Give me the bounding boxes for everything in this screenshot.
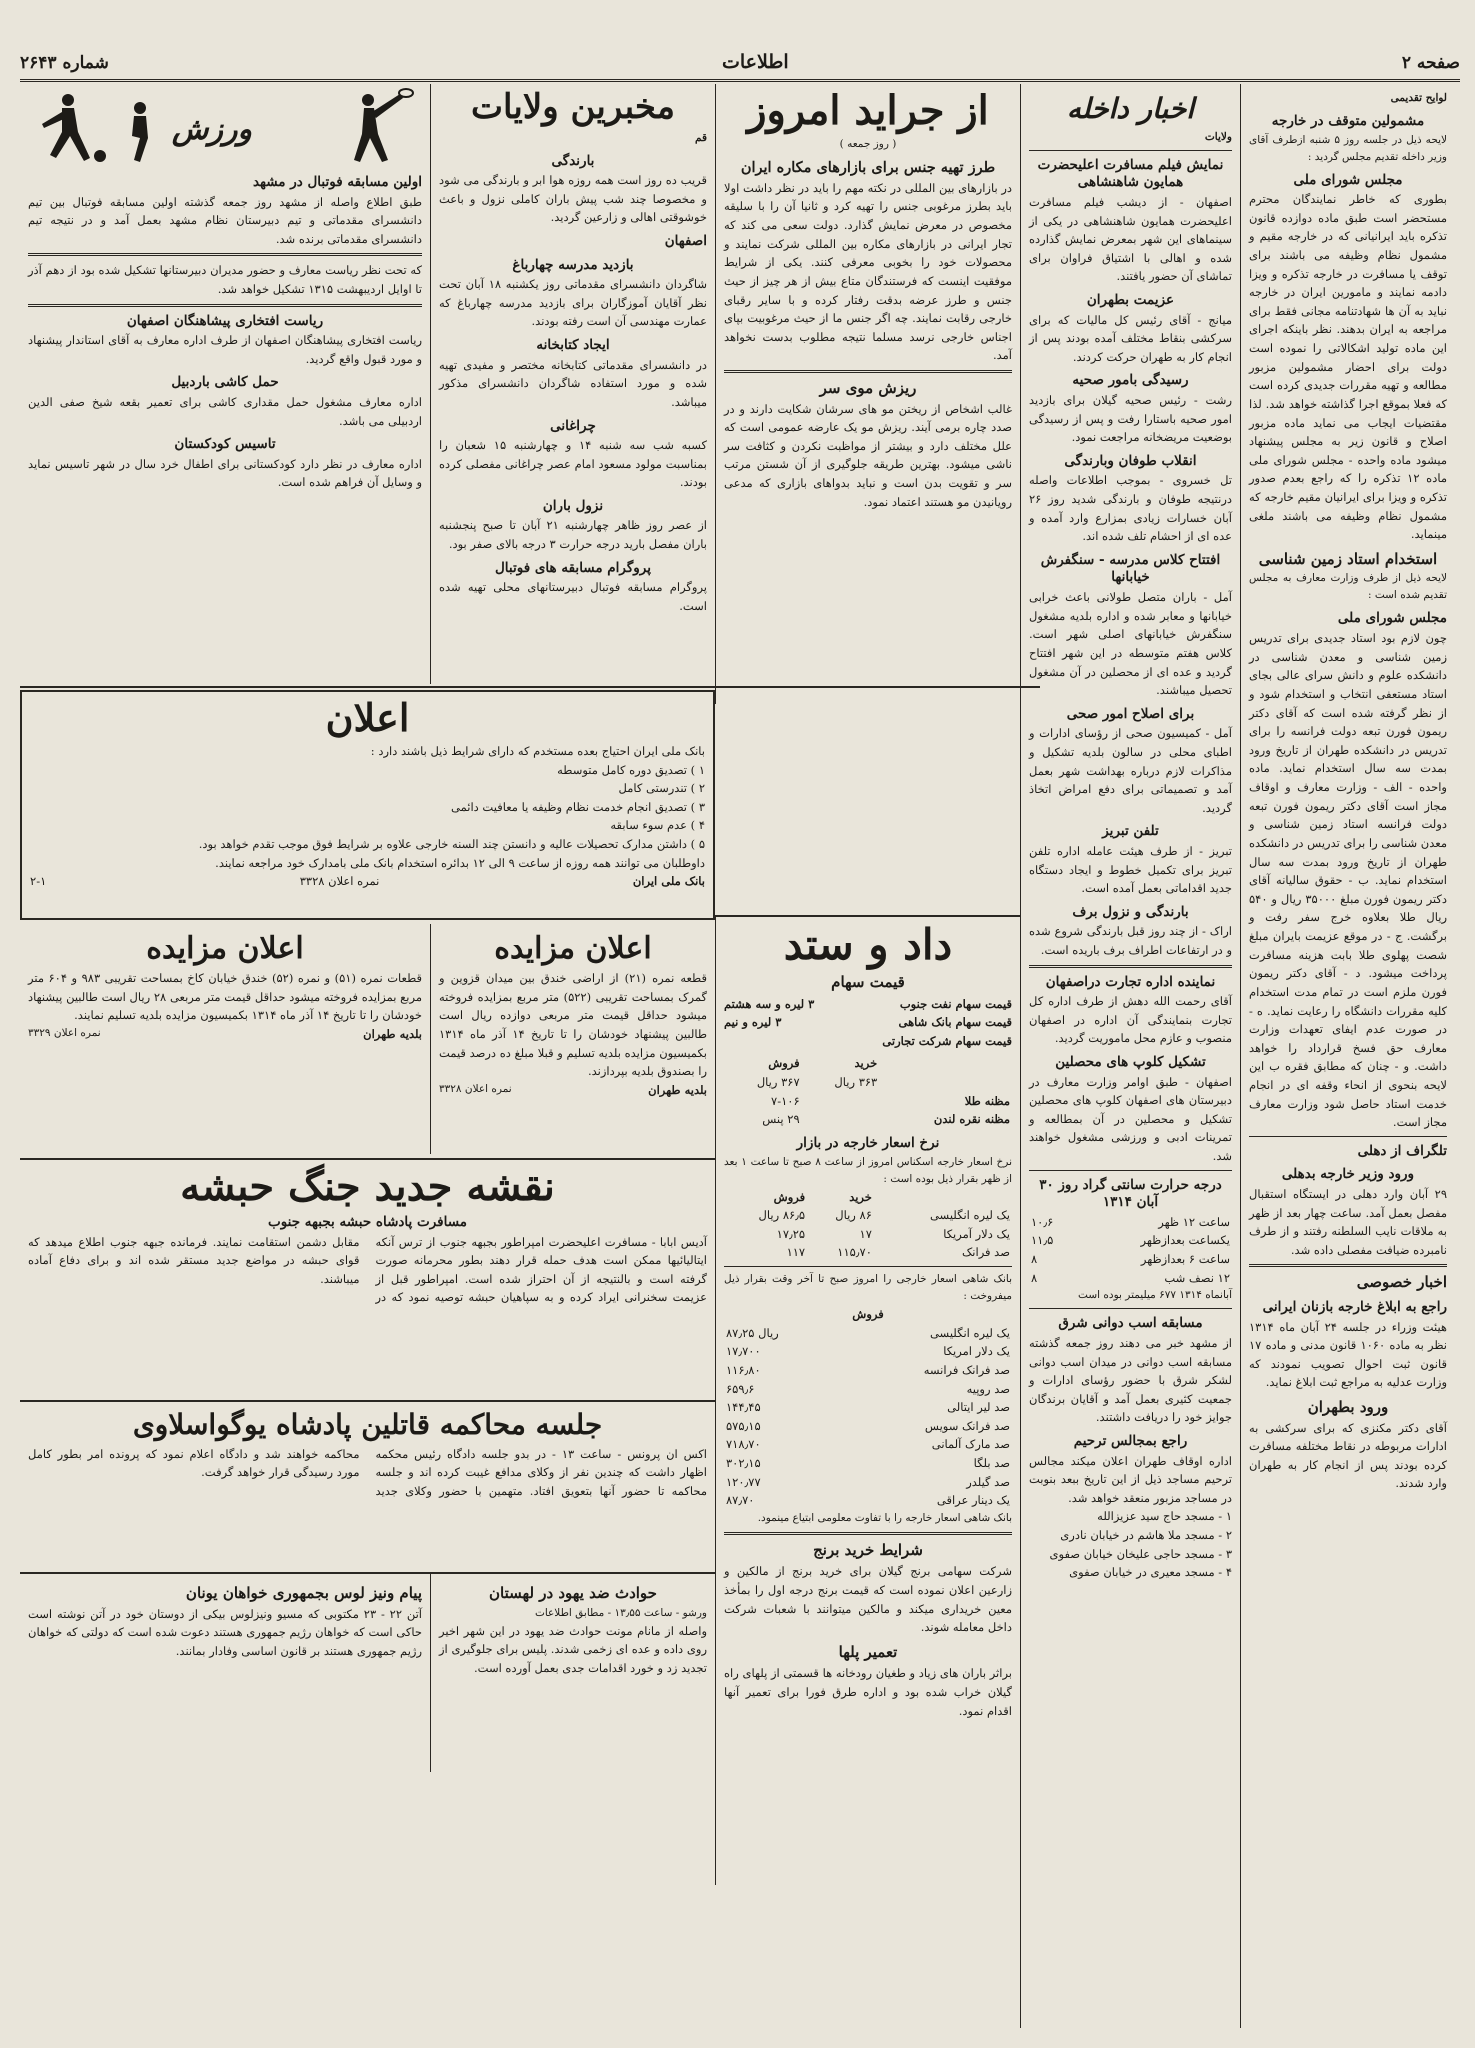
article-heading: حمل کاشی باردبیل (171, 374, 279, 391)
trial-article (20, 1400, 715, 1570)
article-intro: لایحه ذیل در جلسه روز ۵ شنبه ازطرف آقای وزیر داخله تقدیم مجلس گردید : (1249, 133, 1448, 163)
subheading: مجلس شورای ملی (1337, 610, 1447, 627)
ad-signature: بانک ملی ایران (632, 874, 705, 889)
bank-rates-table (724, 1324, 1012, 1510)
press-review (715, 84, 1020, 704)
article-heading: نماینده اداره تجارت دراصفهان (1045, 973, 1216, 990)
sports-illustration (28, 88, 422, 168)
article-heading: تلگراف از دهلی (1357, 1142, 1447, 1159)
province-reports (430, 84, 715, 684)
article-heading: مسابقه اسب دوانی شرق (1058, 1315, 1203, 1332)
article-body: تبریز - از طرف هیئت عامله اداره تلفن تبریز برای تکمیل خطوط و ایجاد دستگاه جدید اقداماتی بعمل آمده است. (1029, 843, 1232, 896)
bank-ad (20, 690, 715, 920)
ad-title: اعلان (325, 695, 410, 740)
article-heading: اولین مسابقه فوتبال در مشهد (252, 174, 422, 190)
page-header (20, 30, 1460, 82)
table-row: قیمت سهام شرکت تجارتی (882, 1033, 1012, 1048)
article-body: هیئت وزراء در جلسه ۲۴ آبان ماه ۱۳۱۴ نظر به ماده ۱۰۶۰ قانون مدنی و ماده ۱۷ قانون ثبت احوال تصویب نمودند که وزارت عدلیه به مراجع ثبت ابلاغ نماید. (1249, 1319, 1447, 1390)
gold-table (724, 1054, 1012, 1129)
subheadline: مسافرت پادشاه حبشه بجبهه جنوب (268, 1214, 467, 1230)
bank-advertisement (1004, 690, 1020, 698)
article-intro: لایحه ذیل از طرف وزارت معارف به مجلس تقدیم شده است : (1249, 572, 1447, 602)
article-body: اصفهان - طبق اوامر وزارت معارف در دبیرستان های اصفهان کلوپ های محصلین تشکیل و محصلین در آن بمطالعه و تمرینات ادبی و ورزشی مشغول خواهند شد. (1029, 1074, 1232, 1164)
article-body: اداره معارف مشغول حمل مقداری کاشی برای تعمیر بقعه شیخ صفی الدین اردبیلی می باشد. (28, 395, 422, 428)
weather-note: آبانماه ۱۳۱۴ ۶۷۷ میلیمتر بوده است (1078, 1289, 1232, 1302)
ad-title: اعلان مزایده (146, 931, 304, 966)
ad-footer (439, 1081, 707, 1100)
table-row: صد فرانک فرانسه ۱۱۶٫۸۰ (726, 1362, 1010, 1377)
list-item: ۲ ) تندرستی کامل (618, 781, 705, 796)
ad-signature: بلدیه طهران (363, 1026, 422, 1041)
ad-footer (30, 872, 705, 891)
table-row: مظنه نقره لندن ۲۹ پنس (762, 1112, 1010, 1127)
article-body: اراک - از چند روز قبل بارندگی شروع شده و در ارتفاعات اطراف برف باریده است. (1029, 924, 1232, 958)
market-section (715, 915, 1020, 1885)
article-heading: طرز تهیه جنس برای بازارهای مکاره ایران (740, 159, 996, 176)
list-item: ۲ - مسجد ملا هاشم در خیابان نادری (1060, 1528, 1232, 1543)
list-item: ۳ ) تصدیق انجام خدمت نظام وظیفه یا معافیت دائمی (451, 799, 705, 814)
list-item: ۵ ) داشتن مدارک تحصیلات عالیه و دانستن چند السنه خارجی علاوه بر شرایط فوق موجب تقدم خواهد بود. (198, 837, 705, 852)
article-body: طبق اطلاع واصله از مشهد روز جمعه گذشته اولین مسابقه فوتبال بین تیم دانشسرای مقدماتی و تیم دبیرستان نظام مشهد بعمل آمد و در نتیجه تیم دانشسرای مقدماتی برنده شد. (28, 194, 422, 246)
ad-signature: بلدیه طهران (648, 1082, 707, 1097)
article-body: غالب اشخاص از ریختن مو های سرشان شکایت دارند و در صدد چاره برمی آیند. ریزش مو یک عارضه عمومی است که علل مختلف دارد و بیشتر از مواظبت نکردن و کثافت سر ناشی میشود. بهترین طریقه جلوگیری از آن شستن مرتب سر و تقویت بدن است و نباید بدواهای بازاری که مدعی رویانیدن مو هستند اعتماد نمود. (724, 401, 1012, 509)
article-heading: تلفن تبریز (1102, 823, 1159, 840)
headline: پیام ونیز لوس بجمهوری خواهان یونان (185, 1584, 422, 1602)
subheading: مجلس شورای ملی (1293, 171, 1403, 188)
subheading: قیمت سهام (831, 973, 905, 992)
article-body: واصله از مانام مونت حوادث ضد یهود در این شهر اخیر روی داده و عده ای زخمی شدند. پلیس برای جلوگیری از تجدید زد و خورد اقدامات جدی بعمل آورده است. (439, 1623, 707, 1675)
table-row: مظنه طلا ۷-۱۰۶ (771, 1093, 1010, 1108)
ad-body: داوطلبان می توانند همه روزه از ساعت ۹ الی ۱۲ بدائره استخدام بانک ملی بامدارک خود مراجعه نمایند. (215, 855, 705, 870)
table-header: خرید فروش (773, 1189, 872, 1204)
article-heading: ریاست افتخاری پیشاهنگان اصفهان (126, 312, 324, 329)
ad-ref: نمره اعلان ۳۳۲۸ (439, 1082, 512, 1095)
ad-footer (28, 1025, 422, 1044)
auction-ad-2 (20, 924, 430, 1154)
city-label: قم (694, 131, 707, 144)
table-row: ساعت ۱۲ ظهر ۱۰٫۶ (1031, 1214, 1230, 1229)
table-row: یک دلار آمریکا ۱۷ ۱۷٫۲۵ (776, 1226, 1010, 1241)
article-heading: انقلاب طوفان وبارندگی (1064, 452, 1197, 469)
article-body: آقای رحمت الله دهش از طرف اداره کل تجارت بنمایندگی آن اداره در اصفهان منصوب و عازم محل ماموریت گردید. (1029, 994, 1232, 1046)
article-body: از مشهد خبر می دهند روز جمعه گذشته مسابقه اسب دوانی در میدان اسب دوانی لشکر شرق با حضور رؤسای ادارات و جمعیت کثیری بعمل آمد و آقایان برندگان جوایز خود را دریافت داشتند. (1029, 1335, 1232, 1425)
article-heading: تشکیل کلوپ های محصلین (1055, 1054, 1206, 1071)
ad-title: اعلان مزایده (494, 931, 652, 966)
greece-article (20, 1572, 430, 1772)
list-item: ۴ ) عدم سوء سابقه (610, 818, 705, 833)
article-heading: بازدید مدرسه چهارباغ (512, 256, 634, 273)
table-row: ۳۶۳ ریال ۳۶۷ ریال (756, 1075, 878, 1090)
article-heading: مشمولین متوقف در خارجه (1271, 113, 1425, 129)
section-title: ورزش (171, 112, 252, 147)
column-header: فروش (852, 1307, 884, 1322)
article-body: چون لازم بود استاد جدیدی برای تدریس زمین شناسی و معدن شناسی در دانشکده علوم و دانش سرای عالی بجای استاد مستعفی انتخاب و استخدام شود و از نظر گرفته شده است که آقای دکتر ریمون فورن تبعه دولت فرانسه را برای تدریس در دانشکده طهران از تاریخ ورود بمدت سه سال استخدام نماید. ماده واحده - الف - وزارت معارف و اوقاف مجاز است آقای دکتر ریمون فورن تبعه دولت فرانسه استاد زمین شناسی و معدن شناسی را برای تدریس در دانشکده طهران از تاریخ ورود بمدت سه سال استخدام نماید. ب - حقوق سالیانه آقای دکتر ریمون فورن مبلغ ۳۵۰۰۰ ریال و ۵۴۰ ریال طلا بعلاوه خرج سفر رفت و برگشت. ج - در موقع عزیمت بایران مبلغ شصت پهلوی طلا بابت هزینه مسافرت پرداخت میشود. د - آقای دکتر ریمون فورن ملزم است در تمام مدت استخدام کلیه مقررات دانشگاه را رعایت نماید. ه - در صورت عدم ایفای تعهدات وزارت معارف حق فسخ قرارداد را خواهد داشت. و - چنان که مطابق فقره ب این لایحه بنحوی از انحاء وقفه ای در انجام خدمت استاد حاصل شود وزارت معارف مجاز است. (1249, 631, 1447, 1130)
table-row: یک دلار امریکا ۱۷٫۷۰۰ (726, 1344, 1010, 1359)
article-body: ۲۹ آبان وارد دهلی در ایستگاه استقبال مفصل بعمل آمد. ساعت چهار بعد از ظهر به ملاقات نایب السلطنه رفتند و از طرف نامبرده ضیافت مفصلی داده شد. (1249, 1186, 1447, 1257)
article-body: میانج - آقای رئیس کل مالیات که برای سرکشی بنقاط مختلف آمده بودند پس از انجام کار به طهران حرکت کردند. (1029, 312, 1232, 364)
list-item: ۱ ) تصدیق دوره کامل متوسطه (557, 762, 705, 777)
article-body: که تحت نظر ریاست معارف و حضور مدیران دبیرستانها تشکیل شده بود از دهم آذر تا اوایل اردیبهشت ۱۳۱۵ تشکیل خواهد شد. (28, 263, 422, 297)
section-masthead: اخبار داخله (1066, 92, 1195, 125)
article-body: پروگرام مسابقه فوتبال دبیرستانهای محلی تهیه شده است. (439, 580, 707, 613)
ad-ref: نمره اعلان ۳۳۲۸ (299, 874, 380, 889)
weather-table (1029, 1213, 1232, 1288)
fx-note: نرخ اسعار خارجه اسکناس امروز از ساعت ۸ صبح تا ساعت ۱ بعد از ظهر بقرار ذیل بوده است : (724, 1155, 1012, 1185)
article-body: اصفهان - از دیشب فیلم مسافرت اعلیحضرت همایون شاهنشاهی در یکی از سینماهای این شهر بمعرض نمایش گذارده شده و اهالی با اشتیاق فراوان برای تماشای آن حضور یافتند. (1029, 194, 1232, 284)
article-heading: چراغانی (550, 417, 596, 434)
article-heading: ایجاد کتابخانه (536, 337, 610, 354)
article-body: قریب ده روز است همه روزه هوا ابر و بارندگی می شود و مخصوصا چند شب پیش باران کاملی نزول و باعث خوشوقتی اهالی و زارعین گردید. (439, 173, 707, 225)
article-heading: عزیمت بطهران (1086, 292, 1175, 309)
article-body: رشت - رئیس صحیه گیلان برای بازدید امور صحیه باستارا رفت و پس از رسیدگی بوضعیت مریضخانه مراجعت نمود. (1029, 392, 1232, 445)
article-heading: بارندگی (551, 152, 595, 169)
subheading: نرخ اسعار خارجه در بازار (796, 1134, 940, 1151)
table-row: یک لیره انگلیسی ۸۶ ریال ۸۶٫۵ ریال (758, 1208, 1010, 1223)
headline: حوادث ضد یهود در لهستان (489, 1584, 657, 1602)
section-subtitle: ( روز جمعه ) (839, 138, 897, 150)
table-row: صد مارک آلمانی ۷۱۸٫۷۰ (726, 1437, 1010, 1452)
table-row: یکساعت بعدازظهر ۱۱٫۵ (1031, 1233, 1230, 1248)
sports-section (20, 84, 430, 684)
city-label: اصفهان (664, 233, 707, 250)
article-heading: نمایش فیلم مسافرت اعلیحضرت همایون شاهنشاهی (1037, 156, 1224, 191)
ad-body: قطعه نمره (۲۱) از اراضی خندق بین میدان قزوین و گمرک بمساحت تقریبی (۵۲۲) متر مربع بمزایده فروخته میشود حداقل قیمت متر مربعی دوازده ریال است طالبین پیشنهاد خودشان را تا تاریخ ۱۴ آذر ماه ۱۳۱۴ بکمیسیون مزایده بلدیه تسلیم و قبلا مبلغ ده درصد قیمت را بصندوق بلدیه بپردازند. (439, 971, 707, 1079)
article-body: ریاست افتخاری پیشاهنگان اصفهان از طرف اداره معارف به آقای استاندار پیشنهاد و مورد قبول واقع گردید. (28, 333, 422, 366)
table-row: ساعت ۶ بعدازظهر ۸ (1031, 1252, 1230, 1267)
article-body: از عصر روز ظاهر چهارشنبه ۲۱ آبان تا صبح پنجشنبه باران مفصل بارید درجه حرارت ۳ درجه بالای صفر بود. (439, 518, 707, 552)
auction-ad-1 (430, 924, 715, 1154)
table-row: صد روپیه ۶۵۹٫۶ (726, 1381, 1010, 1396)
article-heading: نزول باران (542, 497, 604, 514)
abyssinia-article (20, 1158, 715, 1398)
article-heading: راجع به ابلاغ خارجه بازنان ایرانی (1262, 1298, 1447, 1315)
article-heading: استخدام استاد زمین شناسی (1258, 549, 1438, 568)
article-body: اکس ان پرونس - ساعت ۱۳ - در بدو جلسه دادگاه رئیس محکمه اظهار داشت که چندین نفر از وکلای مدافع غیبت کرده اند و جلسه محاکمه تا حضور آنها بتعویق افتاد. متهمین با حضور وکلای جدید محاکمه خواهند شد و دادگاه اعلام نمود که پرونده امر بطور کامل مورد رسیدگی قرار خواهد گرفت. (28, 1446, 708, 1499)
section-title: داد و ستد (783, 920, 953, 969)
poland-article (430, 1572, 715, 1772)
section-label: ولایات (1204, 130, 1232, 143)
article-body: اداره معارف در نظر دارد کودکستانی برای اطفال خرد سال در شهر تاسیس نماید و وسایل آن فراهم شده است. (28, 456, 422, 490)
ad-num: ۲-۱ (30, 874, 47, 889)
list-item: ۳ - مسجد حاجی علیخان خیابان صفوی (1049, 1546, 1232, 1561)
section-title: از جراید امروز (747, 87, 989, 134)
table-row: صد فرانک ۱۱۵٫۷۰ ۱۱۷ (786, 1245, 1010, 1260)
list-item: ۴ - مسجد معیری در خیابان صفوی (1069, 1565, 1232, 1580)
table-row: صد گیلدر ۱۲۰٫۷۷ (726, 1474, 1010, 1489)
section-title: مخبرین ولایات (471, 87, 675, 127)
article-body: شرکت سهامی برنج گیلان برای خرید برنج از مالکین و زارعین اعلان نموده است که قیمت برنج درجه اول را بمأخذ معین خریداری میکند و مالکین میتوانند با شعبات شرکت داخل معامله شوند. (724, 1564, 1012, 1635)
article-body: تل خسروی - بموجب اطلاعات واصله درنتیجه طوفان و بارندگی شدید روز ۲۶ آبان خسارات زیادی بمزارع وارد آمده و عده ای از احشام تلف شده اند. (1029, 473, 1232, 544)
article-body: آقای دکتر مکنزی که برای سرکشی به ادارات مربوطه در نقاط مختلفه مسافرت کرده بودند پس از انجام کار به طهران وارد شدند. (1249, 1420, 1447, 1491)
ad-ref: نمره اعلان ۳۳۲۹ (28, 1026, 101, 1039)
article-body: بطوری که خاطر نمایندگان محترم مستحضر است طبق ماده دوازده قانون تذکره باید ایرانیانی که در خارجه مقیم و مشمول نظام وظیفه می باشند برای توقف یا مسافرت در خارجه تذکره و ویزا دادمه نمایند و مامورین ایران در خارجه نباید به آن ها شهادتنامه مجانی فقط برای مراجعه به ایران بدهند. نظر باینکه اجرای این ماده تولید اشکالاتی را نموده است دولت برای احضار مشمولین مزبور مطالعه و تهیه مقررات جدیدی کرده است که فعلا بموقع اجرا گذاشته خواهد شد. لذا مقتضیات ایجاب می نماید ماده مزبور اصلاح و قانون زیر به مجلس پیشنهاد میشود ماده واحده - مجلس شورای ملی ماده ۱۲ تذکره را که راجع بعدم صدور تذکره و ویزا برای ایرانیان مقیم خارجه که مشمول نظام وظیفه می باشند ملغی مینماید. (1249, 192, 1447, 542)
section-heading: اخبار خصوصی (1356, 1273, 1447, 1292)
article-body: کسبه شب سه شنبه ۱۴ و چهارشنبه ۱۵ شعبان را بمناسبت مولود مسعود امام عصر چراغانی مفصلی کرده بودند. (439, 438, 708, 490)
headline: جلسه محاکمه قاتلین پادشاه یوگواسلاوی (132, 1408, 603, 1441)
article-body: براثر باران های زیاد و طغیان رودخانه ها قسمتی از پلهای راه گیلان خراب شده بود و اداره طرق فورا برای تعمیر آنها اقدام نمود. (724, 1666, 1012, 1718)
article-body: آمل - کمیسیون صحی از رؤسای ادارات و اطبای محلی در سالون بلدیه تشکیل و مذاکرات لازم درباره بهداشت شهر بعمل آمد و تصمیماتی برای دفع امراض اتخاذ گردید. (1029, 726, 1232, 815)
table-row: صد لیر ایتالی ۱۴۴٫۴۵ (726, 1400, 1010, 1415)
table-row: قیمت سهام نفت جنوب ۳ لیره و سه هشتم (724, 996, 1012, 1011)
table-header: خرید فروش (768, 1056, 878, 1071)
article-body: اداره اوقاف طهران اعلان میکند مجالس ترحیم مساجد ذیل از این تاریخ ببعد بنوبت در مساجد مزبور منعقد خواهد شد. (1029, 1453, 1232, 1505)
table-row: ۱۲ نصف شب ۸ (1031, 1270, 1230, 1285)
article-heading: پروگرام مسابقه های فوتبال (494, 559, 651, 576)
article-heading: بارندگی و نزول برف (1072, 903, 1189, 920)
newspaper-name: اطلاعات (721, 51, 789, 73)
article-body: آدیس ابابا - مسافرت اعلیحضرت امپراطور بجبهه جنوب از ترس آنکه ایتالیائیها ممکن است هدف حمله قرار دهند بطور محرمانه صورت گرفته است و بالنتیجه از آن احتراز شده است. امپراطور قبل از عزیمت سخنرانی ایراد کرده و به سپاهیان حبشه توصیه نمود که در مقابل دشمن استقامت نمایند. فرمانده جبهه جنوب اطلاع میدهد که قوای حبشه در مواضع جدید مستقر شده اند و برای دفاع آماده میباشند. (28, 1234, 707, 1305)
table-row: یک دینار عراقی ۸۷٫۷۰ (726, 1493, 1010, 1508)
bank-footnote: بانک شاهی اسعار خارجه را با تفاوت معلومی ابتیاع مینمود. (757, 1511, 1012, 1524)
issue-number: شماره ۲۶۴۳ (20, 53, 109, 73)
article-heading: تاسیس کودکستان (174, 436, 276, 453)
article-heading: راجع بمجالس ترحیم (1073, 1433, 1188, 1449)
table-row: صد فرانک سویس ۵۷۵٫۱۵ (726, 1418, 1010, 1433)
ad-body: قطعات نمره (۵۱) و نمره (۵۲) خندق خیابان کاخ بمساحت تقریبی ۹۸۳ و ۶۰۴ متر مربع بمزایده فروخته میشود حداقل قیمت متر مربعی ۲۸ ریال است طالبین پیشنهاد خودشان را تا تاریخ ۱۴ آذر ماه ۱۳۱۴ بکمیسیون مزایده بلدیه تسلیم نمایند. (28, 971, 422, 1023)
article-body: آتن ۲۲ - ۲۳ مکتوبی که مسیو ونیزلوس بیکی از دوستان خود در آتن نوشته است حاکی است که خواهان رژیم جمهوری هستند دعوت شده است که دولتی که خواهان رژیم جمهوری هستند بر قانون اساسی وفادار بمانند. (28, 1606, 423, 1658)
subheading: ورود وزیر خارجه بدهلی (1281, 1166, 1415, 1183)
column-domestic-news (1020, 84, 1240, 2028)
dateline: ورشو - ساعت ۱۳٫۵۵ - مطابق اطلاعات (534, 1606, 707, 1619)
ad-intro: بانک ملی ایران احتیاج بعده مستخدم که دارای شرایط ذیل باشند دارد : (370, 743, 705, 758)
list-item: ۱ - مسجد حاج سید عزیزالله (1097, 1509, 1232, 1524)
article-heading: ریزش موی سر (819, 379, 917, 398)
table-row: صد بلگا ۳۰۲٫۱۵ (726, 1456, 1010, 1471)
article-body: در بازارهای بین المللی در نکته مهم را باید در نظر داشت اولا باید بطرز مرغوبی جنس را تهیه کرد و ثانیا آن را با سلیقه مخصوص در معرض نمایش گذارد. دولت سعی می کند که تجار ایرانی در بازارهای مکاره بین المللی شرکت نمایند و محصولات خود را بخوبی معرفی کنند. یکی از شرایط موفقیت اینست که فرستندگان متاع بیش از هر چیز از حیث جنس و طرز عرضه بدقت رفتار کرده و با سایر رقبای خارجی رقابت نمایند. چه اگر جنس ما از حیث مرغوبیت بپای اجناس خارجی نرسد مسلما نتیجه مطلوب بدست نخواهد آمد. (724, 180, 1012, 363)
table-row: قیمت سهام بانک شاهی ۳ لیره و نیم (724, 1015, 1012, 1030)
fx-table (724, 1188, 1012, 1263)
column-bills (1240, 84, 1455, 2028)
article-heading: تعمیر پلها (838, 1642, 898, 1661)
article-body: در دانشسرای مقدماتی کتابخانه مختصر و مفیدی تهیه شده و مورد استفاده شاگردان دانشسرای مذکور میباشد. (439, 357, 707, 409)
bank-note: بانک شاهی اسعار خارجی را امروز صبح تا آخر وقت بقرار ذیل میفروخت : (724, 1273, 1012, 1303)
article-heading: ورود بطهران (1307, 1398, 1389, 1417)
article-heading: برای اصلاح امور صحی (1066, 705, 1195, 722)
table-row: یک لیره انگلیسی ۸۷٫۲۵ ریال (726, 1325, 1010, 1340)
article-heading: افتتاح کلاس مدرسه - سنگفرش خیابانها (1040, 551, 1221, 586)
article-heading: رسیدگی بامور صحیه (1072, 372, 1189, 389)
section-label: لوایح تقدیمی (1390, 92, 1447, 104)
article-heading: شرایط خرید برنج (813, 1540, 923, 1559)
page-number: صفحه ۲ (1401, 53, 1460, 73)
article-body: آمل - باران متصل طولانی باعث خرابی خیابانها و معابر شده و اداره بلدیه مشغول سنگفرش خیابانهای اصلی شهر است. کلاس هفتم متوسطه در این شهر افتتاح گردید و عده ای از محصلین در آن مشغول تحصیل میباشند. (1029, 590, 1232, 698)
article-body: شاگردان دانشسرای مقدماتی روز یکشنبه ۱۸ آبان تحت نظر آقایان آموزگاران برای بازدید مدرسه چهارباغ که عمارت مهندسی آن است رفته بودند. (439, 277, 707, 329)
headline: نقشه جدید جنگ حبشه (180, 1163, 555, 1210)
weather-heading: درجه حرارت سانتی گراد روز ۳۰ آبان ۱۳۱۴ (1039, 1176, 1222, 1211)
